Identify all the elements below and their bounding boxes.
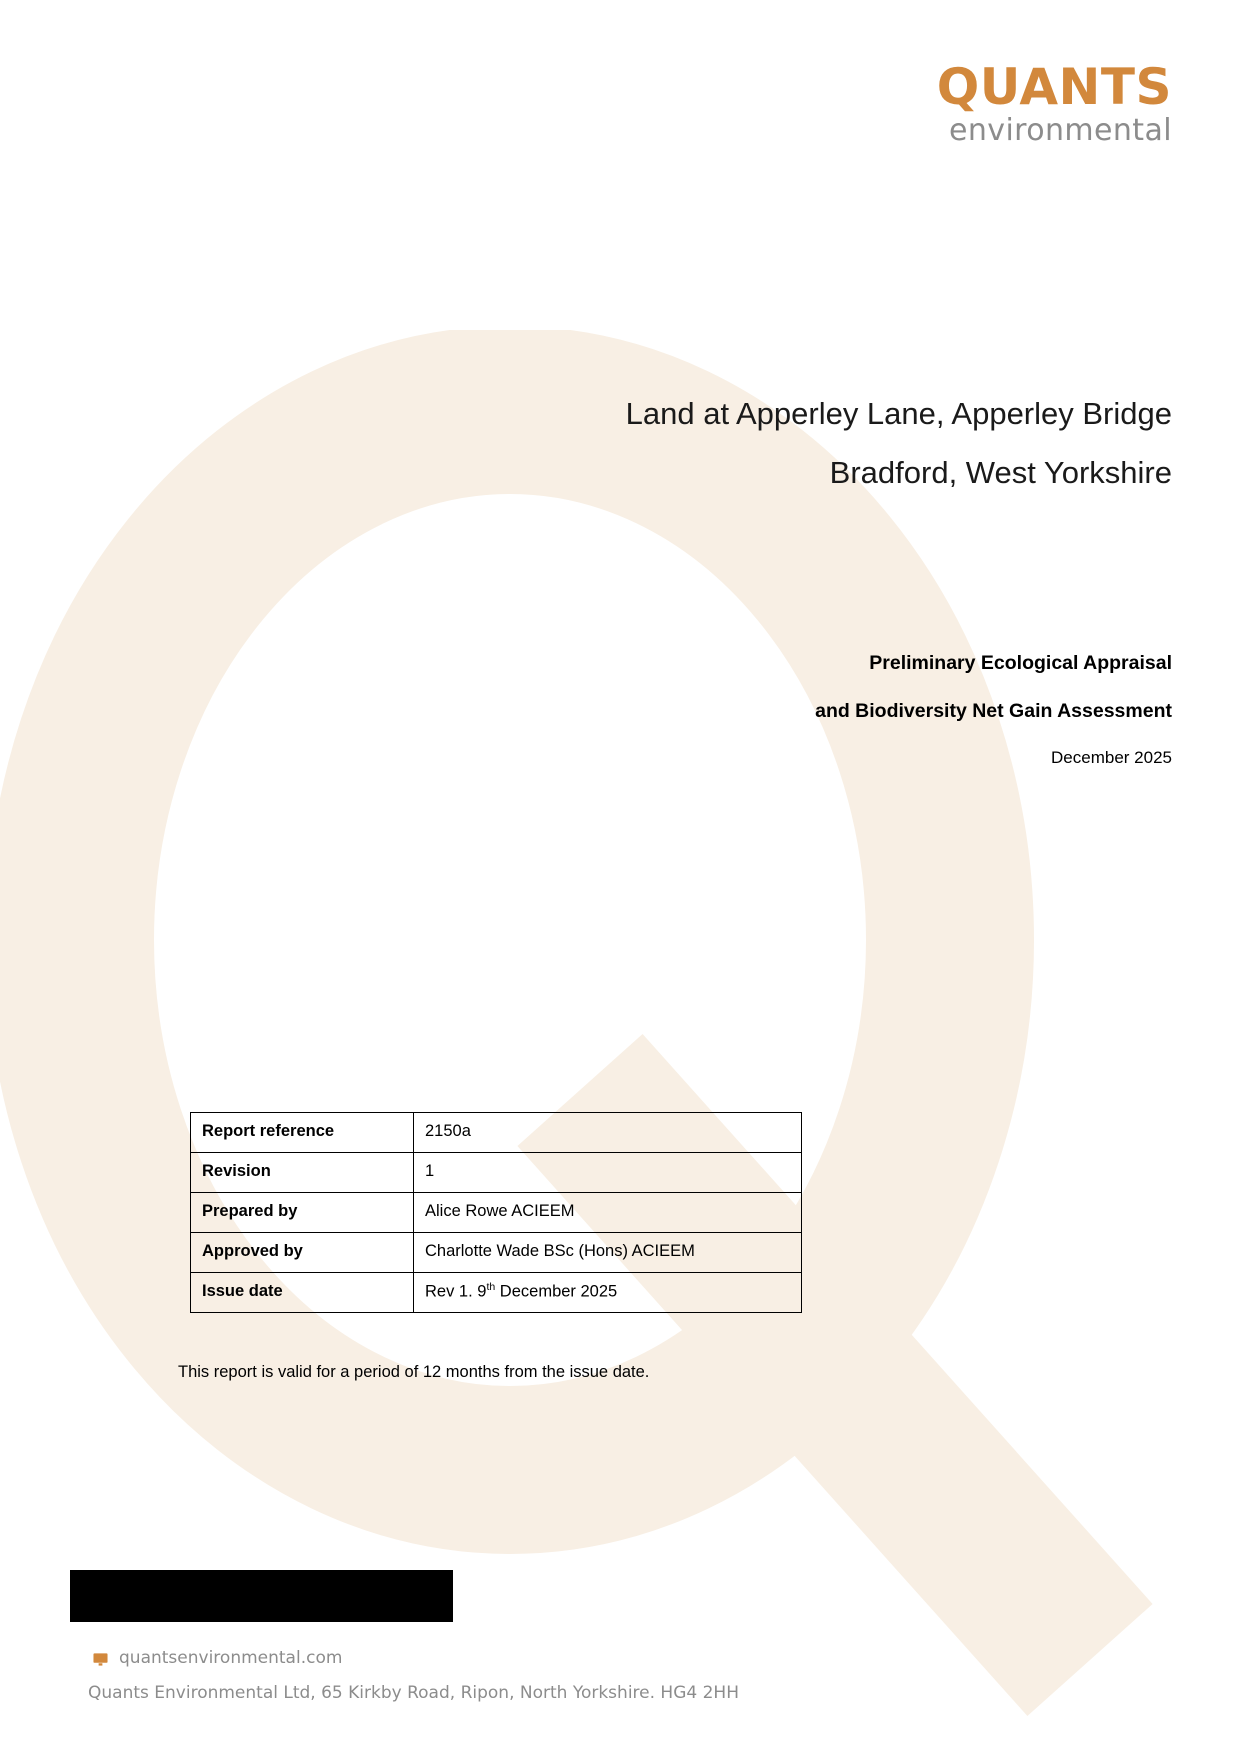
subtitle-line-1: Preliminary Ecological Appraisal bbox=[869, 652, 1172, 674]
issue-date-suffix: December 2025 bbox=[495, 1282, 618, 1301]
table-cell-value-issue-date bbox=[414, 1273, 802, 1313]
title-line-2: Bradford, West Yorkshire bbox=[829, 454, 1172, 490]
table-cell-key: Report reference bbox=[191, 1113, 414, 1153]
monitor-icon bbox=[93, 1652, 108, 1667]
issue-date-ordinal: th bbox=[486, 1281, 496, 1294]
table-cell-key: Revision bbox=[191, 1153, 414, 1193]
table-cell-value: Charlotte Wade BSc (Hons) ACIEEM bbox=[414, 1233, 802, 1273]
table-cell-key: Approved by bbox=[191, 1233, 414, 1273]
footer-website-text: quantsenvironmental.com bbox=[119, 1648, 343, 1668]
report-metadata-table bbox=[190, 1112, 802, 1313]
logo-brand-text: QUANTS bbox=[936, 58, 1172, 116]
footer-address: Quants Environmental Ltd, 65 Kirkby Road, Ripon, North Yorkshire. HG4 2HH bbox=[88, 1683, 739, 1703]
table-cell-key: Issue date bbox=[191, 1273, 414, 1313]
table-row bbox=[191, 1113, 802, 1153]
logo-tagline-text: environmental bbox=[949, 113, 1172, 148]
document-date: December 2025 bbox=[1051, 747, 1172, 767]
watermark-letter-q bbox=[0, 330, 1240, 1750]
table-cell-key: Prepared by bbox=[191, 1193, 414, 1233]
table-row bbox=[191, 1273, 802, 1313]
issue-date-prefix: Rev 1. 9 bbox=[425, 1282, 487, 1301]
table-cell-value: 1 bbox=[414, 1153, 802, 1193]
document-title bbox=[292, 385, 1172, 503]
table-cell-value: Alice Rowe ACIEEM bbox=[414, 1193, 802, 1233]
title-line-1: Land at Apperley Lane, Apperley Bridge bbox=[625, 396, 1172, 431]
company-logo bbox=[936, 58, 1172, 149]
table-row bbox=[191, 1153, 802, 1193]
footer-website[interactable] bbox=[93, 1648, 342, 1668]
table-cell-value: 2150a bbox=[414, 1113, 802, 1153]
table-row bbox=[191, 1193, 802, 1233]
validity-note: This report is valid for a period of 12 months from the issue date. bbox=[178, 1363, 650, 1381]
footer-redaction-bar bbox=[70, 1570, 453, 1622]
subtitle-line-2: and Biodiversity Net Gain Assessment bbox=[815, 699, 1172, 722]
table-row bbox=[191, 1233, 802, 1273]
document-subtitle bbox=[292, 640, 1172, 780]
